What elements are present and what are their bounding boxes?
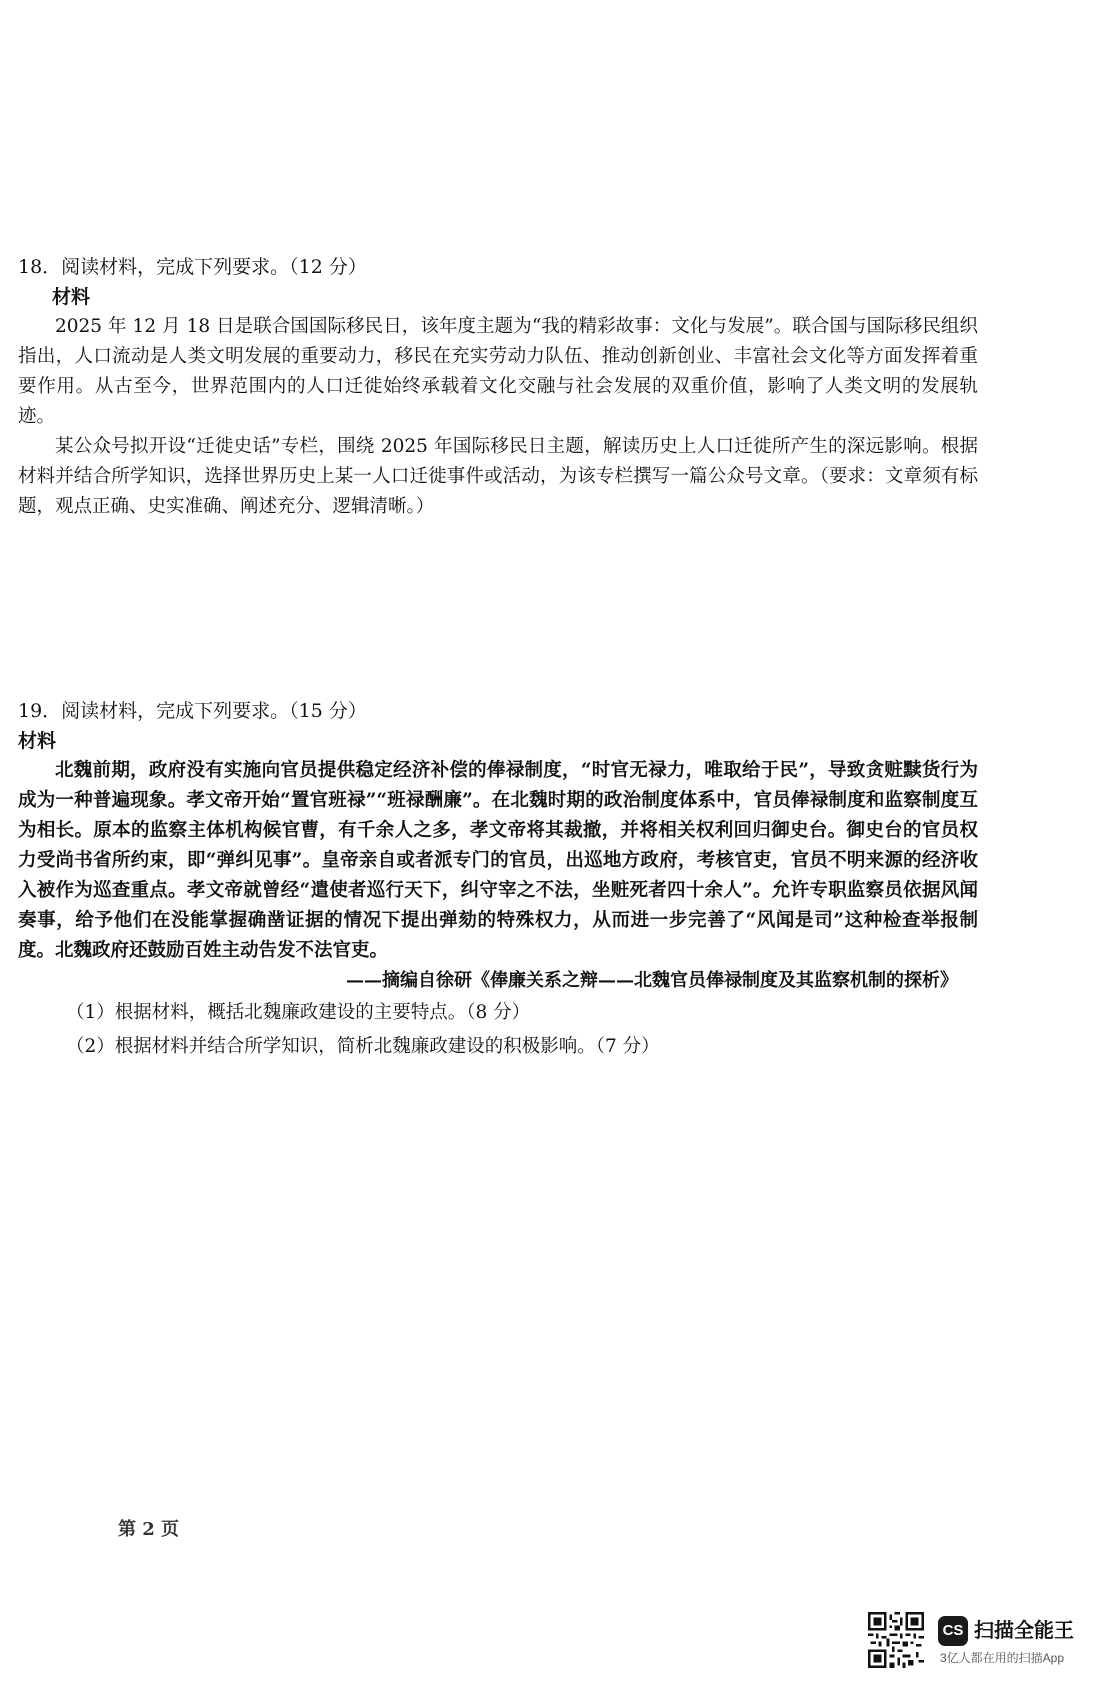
scanner-watermark: [868, 1612, 1094, 1672]
question-18-heading: 18．阅读材料，完成下列要求。（12 分）: [18, 256, 367, 278]
question-19-subquestion-2: （2）根据材料并结合所学知识，简析北魏廉政建设的积极影响。（7 分）: [66, 1036, 660, 1057]
question-19: [18, 696, 978, 1064]
question-19-subquestion-1: （1）根据材料，概括北魏廉政建设的主要特点。（8 分）: [66, 1002, 531, 1023]
camscanner-app-name: 扫描全能王: [974, 1620, 1074, 1642]
question-18-paragraph-2: 某公众号拟开设“迁徙史话”专栏，围绕 2025 年国际移民日主题，解读历史上人口迁徙所产生的深远影响。根据材料并结合所学知识，选择世界历史上某一人口迁徙事件或活动，为该专栏撰写一篇公众号文章。（要求：文章须有标题，观点正确、史实准确、阐述充分、逻辑清晰。）: [18, 436, 978, 517]
page-number: 第 2 页: [118, 1519, 180, 1540]
camscanner-logo-icon: CS: [938, 1616, 968, 1646]
question-19-heading: 19．阅读材料，完成下列要求。（15 分）: [18, 700, 367, 722]
question-19-material-label: 材料: [18, 730, 57, 752]
qr-code-icon: [868, 1612, 924, 1668]
question-19-paragraph: 北魏前期，政府没有实施向官员提供稳定经济补偿的俸禄制度，“时官无禄力，唯取给于民”，导致贪赃黩货行为成为一种普遍现象。孝文帝开始“置官班禄”“班禄酬廉”。在北魏时期的政治制度体系中，官员俸禄制度和监察制度互为相长。原本的监察主体机构候官曹，有千余人之多，孝文帝将其裁撤，并将相关权利回归御史台。御史台的官员权力受尚书省所约束，即“弹纠见事”。皇帝亲自或者派专门的官员，出巡地方政府，考核官吏，官员不明来源的经济收入被作为巡查重点。孝文帝就曾经“遣使者巡行天下，纠守宰之不法，坐赃死者四十余人”。允许专职监察员依据风闻奏事，给予他们在没能掌握确凿证据的情况下提出弹劾的特殊权力，从而进一步完善了“风闻是司”这种检查举报制度。北魏政府还鼓励百姓主动告发不法官吏。: [18, 760, 978, 961]
question-18-paragraph-1: 2025 年 12 月 18 日是联合国国际移民日，该年度主题为“我的精彩故事：文化与发展”。联合国与国际移民组织指出，人口流动是人类文明发展的重要动力，移民在充实劳动力队伍、推动创新创业、丰富社会文化等方面发挥着重要作用。从古至今，世界范围内的人口迁徙始终承载着文化交融与社会发展的双重价值，影响了人类文明的发展轨迹。: [18, 316, 978, 427]
question-19-source: ——摘编自徐研《俸廉关系之辩——北魏官员俸禄制度及其监察机制的探析》: [346, 970, 958, 991]
camscanner-slogan: 3亿人都在用的扫描App: [940, 1651, 1065, 1665]
question-18-material-label: 材料: [52, 286, 91, 308]
question-18: [18, 252, 978, 522]
